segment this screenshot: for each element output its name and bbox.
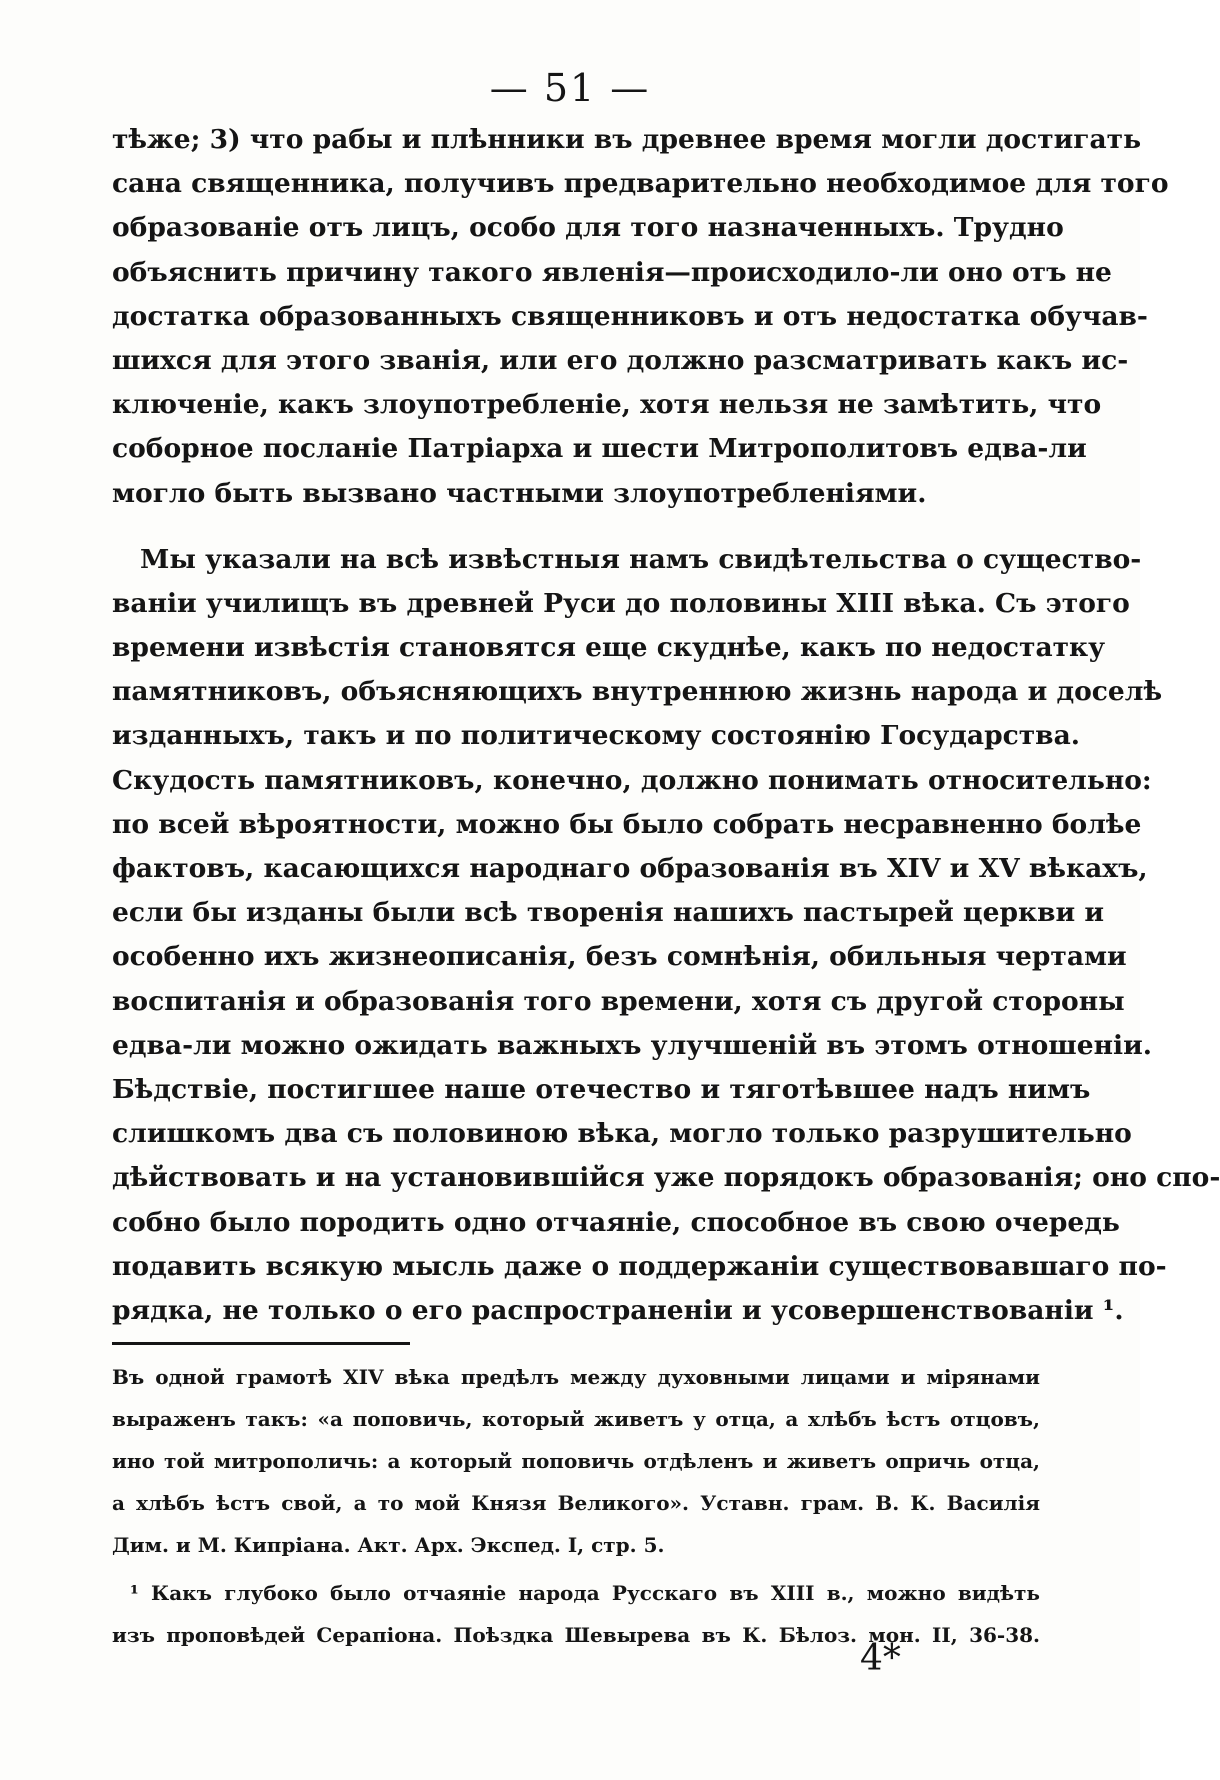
text-line: достатка образованныхъ священниковъ и отъ недостатка обучав- bbox=[112, 300, 1148, 332]
paragraph-2 bbox=[112, 538, 1220, 1333]
text-line: сана священника, получивъ предварительно необходимое для того bbox=[112, 168, 1169, 200]
footnote-line: Дим. и М. Кипріана. Акт. Арх. Экспед. I, стр. 5. bbox=[112, 1533, 665, 1557]
footnote-rule bbox=[112, 1342, 410, 1345]
text-line: тѣже; 3) что рабы и плѣнники въ древнее время могли достигать bbox=[112, 124, 1142, 155]
text-line: изданныхъ, такъ и по политическому состоянію Государства. bbox=[112, 720, 1080, 752]
footnote-line: Въ одной грамотѣ XIV вѣка предѣлъ между духовными лицами и мірянами bbox=[112, 1365, 1040, 1389]
text-line: собно было породить одно отчаяніе, способное въ свою очередь bbox=[112, 1206, 1120, 1238]
text-line: дѣйствовать и на установившійся уже порядокъ образованія; оно спо- bbox=[112, 1162, 1220, 1194]
text-line: памятниковъ, объясняющихъ внутреннюю жизнь народа и доселѣ bbox=[112, 676, 1163, 708]
footnote-line: ¹ Какъ глубоко было отчаяніе народа Русскаго въ XIII в., можно видѣть bbox=[130, 1581, 1040, 1605]
text-line: Мы указали на всѣ извѣстныя намъ свидѣтельства о существо- bbox=[140, 543, 1142, 575]
text-line: Бѣдствіе, постигшее наше отечество и тяготѣвшее надъ нимъ bbox=[112, 1073, 1091, 1105]
footnote-line: ино той митрополичь: а который поповичь отдѣленъ и живетъ опричь отца, bbox=[112, 1449, 1040, 1473]
text-line: рядка, не только о его распространеніи и усовершенствованіи ¹. bbox=[112, 1294, 1124, 1326]
text-line: могло быть вызвано частными злоупотребленіями. bbox=[112, 477, 927, 509]
text-line: едва-ли можно ожидать важныхъ улучшеній въ этомъ отношеніи. bbox=[112, 1029, 1152, 1061]
text-line: особенно ихъ жизнеописанія, безъ сомнѣнія, обильныя чертами bbox=[112, 941, 1127, 973]
text-line: ключеніе, какъ злоупотребленіе, хотя нельзя не замѣтить, что bbox=[112, 389, 1102, 421]
text-line: воспитанія и образованія того времени, хотя съ другой стороны bbox=[112, 985, 1125, 1017]
main-text bbox=[112, 118, 1220, 1333]
footnote-line: выраженъ такъ: «а поповичь, который живетъ у отца, а хлѣбъ ѣстъ отцовъ, bbox=[112, 1407, 1040, 1431]
footnote-line: а хлѣбъ ѣстъ свой, а то мой Князя Великого». Уставн. грам. В. К. Василія bbox=[112, 1491, 1040, 1515]
footnote-unnumbered bbox=[112, 1356, 1040, 1566]
page-number: — 51 — bbox=[489, 66, 651, 110]
text-line: по всей вѣроятности, можно бы было собрать несравненно болѣе bbox=[112, 808, 1142, 840]
text-line: слишкомъ два съ половиною вѣка, могло только разрушительно bbox=[112, 1118, 1132, 1150]
text-line: фактовъ, касающихся народнаго образованія въ XIV и XV вѣкахъ, bbox=[112, 853, 1148, 884]
footnote-line: изъ проповѣдей Серапіона. Поѣздка Шевырева въ К. Бѣлоз. мон. II, 36-38. bbox=[112, 1623, 1040, 1647]
text-line: соборное посланіе Патріарха и шести Митрополитовъ едва-ли bbox=[112, 433, 1087, 465]
text-line: шихся для этого званія, или его должно разсматривать какъ ис- bbox=[112, 344, 1129, 376]
text-line: подавить всякую мысль даже о поддержаніи существовавшаго по- bbox=[112, 1250, 1167, 1282]
signature-mark: 4* bbox=[860, 1638, 901, 1679]
text-line: образованіе отъ лицъ, особо для того назначенныхъ. Трудно bbox=[112, 212, 1064, 244]
paragraph-gap bbox=[112, 516, 1040, 538]
paragraph-1 bbox=[112, 118, 1169, 516]
footnotes bbox=[112, 1356, 1040, 1656]
text-line: если бы изданы были всѣ творенія нашихъ пастырей церкви и bbox=[112, 897, 1105, 929]
text-line: объяснить причину такого явленія—происходило-ли оно отъ не bbox=[112, 256, 1112, 288]
text-line: Скудость памятниковъ, конечно, должно понимать относительно: bbox=[112, 764, 1152, 796]
text-line: ваніи училищъ въ древней Руси до половины XIII вѣка. Съ этого bbox=[112, 587, 1130, 619]
text-line: времени извѣстія становятся еще скуднѣе, какъ по недостатку bbox=[112, 632, 1106, 664]
